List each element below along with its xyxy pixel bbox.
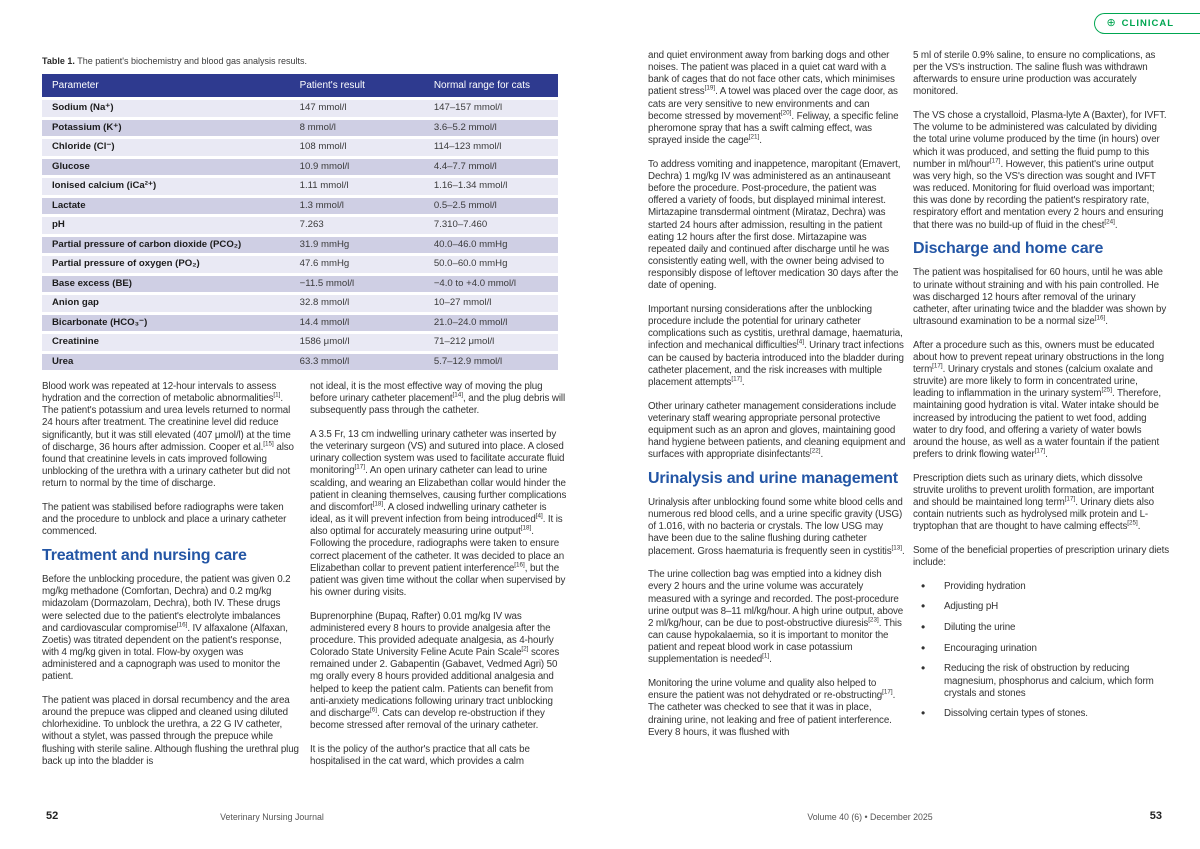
parameter-cell: Partial pressure of oxygen (PO₂) — [42, 256, 290, 273]
right-page-column-1 — [648, 50, 906, 750]
section-heading: Discharge and home care — [913, 240, 1104, 258]
normal-range-cell: 71–212 μmol/l — [424, 334, 558, 351]
left-page-column-2 — [310, 381, 568, 780]
section-heading: Urinalysis and urine management — [648, 469, 898, 487]
parameter-cell: Bicarbonate (HCO₃⁻) — [42, 315, 290, 332]
paragraph: 5 ml of sterile 0.9% saline, to ensure no complications, as per the VS's instruction. The saline flush was withdrawn afterwards to ensure urine production was accurately monitored. — [913, 50, 1156, 98]
table-row — [42, 100, 558, 117]
parameter-cell: Lactate — [42, 198, 290, 215]
patient-result-cell: −11.5 mmol/l — [290, 276, 424, 293]
clinical-badge — [1094, 13, 1200, 34]
patient-result-cell: 8 mmol/l — [290, 120, 424, 137]
paragraph: Some of the beneficial properties of prescription urinary diets include: — [913, 544, 1170, 569]
paragraph: Other urinary catheter management considerations include veterinary staff wearing appropriate personal protective equipment such as an apron and gloves, maintaining good hand hygiene between patients, and cleaning equipment and surfaces with appropriate disinfectants[22]. — [648, 400, 906, 461]
parameter-cell: Creatinine — [42, 334, 290, 351]
patient-result-cell: 32.8 mmol/l — [290, 295, 424, 312]
left-page-column-1 — [42, 381, 299, 779]
bullet-item: • Providing hydration — [913, 581, 1170, 593]
paragraph: Before the unblocking procedure, the patient was given 0.2 mg/kg methadone (Comfortan, Dechra) and 0.2 mg/kg midazolam (Dormazolam, Dechra), both IV. These drugs were selected due to the patient's electrolyte imbalances and cardiovascular compromise[16]. IV alfaxalone (Alfaxan, Zoetis) was titrated dependent on the patient's response, with 4 mg/kg given in total. Flow-by oxygen was administered and a capnograph was used to monitor the patient. — [42, 574, 291, 683]
normal-range-cell: 0.5–2.5 mmol/l — [424, 198, 558, 215]
parameter-cell: Ionised calcium (iCa²⁺) — [42, 178, 290, 195]
normal-range-cell: 7.310–7.460 — [424, 217, 558, 234]
table-caption — [42, 56, 558, 66]
page-number-right: 53 — [1149, 810, 1162, 822]
paragraph: The VS chose a crystalloid, Plasma-lyte A (Baxter), for IVFT. The volume to be administered was calculated by dividing the total urine volume produced by the time (in hours) over which it was produced, and setting the fluid pump to this number in ml/hour[17]. However, this patient's urine output was very high, so the VS's direction was sought and IVFT was reduced. Monitoring for fluid overload was important; this was done by recording the patient's respiratory rate, respiratory effort and mentation every 2 hours and ensuring that there was no build-up of fluid in the chest[24]. — [913, 110, 1167, 231]
paragraph: Urinalysis after unblocking found some white blood cells and numerous red blood cells, and a urine specific gravity (USG) of 1.016, with no bacteria or crystals. The low USG may have been due to the saline flushing during catheter placement. Gross haematuria is frequently seen in cystitis[13]. — [648, 497, 905, 557]
paragraph: Buprenorphine (Bupaq, Rafter) 0.01 mg/kg IV was administered every 8 hours to provide analgesia after the procedure. This provided adequate analgesia, as 4-hourly Colorado State University Feline Acute Pain Scale[2] scores remained under 2. Gabapentin (Gabavet, Vedmed Agri) 50 mg orally every 8 hours provided additional analgesia and helped to keep the patient calm. Patients can benefit from anti-anxiety medications following urinary tract unblocking and discharge[6]. Cats can develop re-obstruction if they become stressed after removal of the urinary catheter. — [310, 610, 560, 732]
patient-result-cell: 7.263 — [290, 217, 424, 234]
table-header-row — [42, 74, 558, 97]
normal-range-cell: 3.6–5.2 mmol/l — [424, 120, 558, 137]
journal-name: Veterinary Nursing Journal — [220, 812, 324, 822]
paragraph: To address vomiting and inappetence, maropitant (Emavert, Dechra) 1 mg/kg IV was administered as an antinauseant before the procedure. Post-procedure, the patient was offered a variety of foods, but displayed minimal interest. Mirtazapine transdermal ointment (Mirataz, Dechra) was started 24 hours after admission, resulting in the patient eating 12 hours after the first dose. Mirtazapine was repeated daily and continued after discharge until he was consistently eating well, with the owner being advised to responsibly dispose of leftover medication 30 days after the date of opening. — [648, 158, 901, 292]
parameter-cell: Sodium (Na⁺) — [42, 100, 290, 117]
patient-result-cell: 1586 μmol/l — [290, 334, 424, 351]
patient-result-cell: 31.9 mmHg — [290, 237, 424, 254]
page-number-left: 52 — [46, 810, 59, 822]
clinical-plus-circle-icon: ⊕ — [1106, 17, 1116, 29]
parameter-cell: Potassium (K⁺) — [42, 120, 290, 137]
paragraph: The urine collection bag was emptied into a kidney dish every 2 hours and the urine volume was accurately measured with a syringe and recorded. The post-procedure urine output was 8–11 ml/kg/hour. A high urine output, above 2 ml/kg/hour, can be due to post-obstructive diuresis[23]. This can cause hypokalaemia, so it is important to monitor the patient and repeat blood work in case potassium supplementation is needed[1]. — [648, 569, 904, 666]
table-row — [42, 295, 558, 312]
paragraph: A 3.5 Fr, 13 cm indwelling urinary catheter was inserted by the veterinary surgeon (VS) and sutured into place. A closed urinary collection system was used to facilitate accurate fluid monitoring[17]. An open urinary catheter can lead to urine scalding, and wearing an Elizabethan collar would hinder the patient in cleaning themselves, causing further complications and discomfort[18]. A closed indwelling urinary catheter is ideal, as it will prevent infection from being introduced[4]. It is also optimal for accurately measuring urine output[18]. Following the procedure, radiographs were taken to ensure correct placement of the catheter. It was decided to place an Elizabethan collar to prevent patient interference[16], but the patient was given time without the collar when supervised by his owner during visits. — [310, 428, 567, 598]
table-header-normal-range: Normal range for cats — [424, 74, 558, 97]
table-row — [42, 159, 558, 176]
patient-result-cell: 14.4 mmol/l — [290, 315, 424, 332]
normal-range-cell: −4.0 to +4.0 mmol/l — [424, 276, 558, 293]
table-row — [42, 217, 558, 234]
bullet-item: • Diluting the urine — [913, 622, 1170, 634]
table-row — [42, 315, 558, 332]
section-heading: Treatment and nursing care — [42, 546, 247, 564]
parameter-cell: Base excess (BE) — [42, 276, 290, 293]
patient-result-cell: 1.3 mmol/l — [290, 198, 424, 215]
bullet-item: • Dissolving certain types of stones. — [913, 708, 1170, 720]
bullet-item: • Reducing the risk of obstruction by reducing magnesium, phosphorus and calcium, which form crystals and stones — [913, 663, 1170, 699]
bullet-item: • Encouraging urination — [913, 643, 1170, 655]
paragraph: The patient was stabilised before radiographs were taken and the procedure to unblock and place a urinary catheter commenced. — [42, 501, 287, 538]
results-table — [42, 71, 558, 373]
normal-range-cell: 147–157 mmol/l — [424, 100, 558, 117]
parameter-cell: pH — [42, 217, 290, 234]
normal-range-cell: 114–123 mmol/l — [424, 139, 558, 156]
table-row — [42, 354, 558, 371]
parameter-cell: Glucose — [42, 159, 290, 176]
table-row — [42, 276, 558, 293]
patient-result-cell: 63.3 mmol/l — [290, 354, 424, 371]
clinical-badge-label: CLINICAL — [1121, 18, 1174, 29]
table-row — [42, 334, 558, 351]
patient-result-cell: 10.9 mmol/l — [290, 159, 424, 176]
paragraph: Monitoring the urine volume and quality also helped to ensure the patient was not dehydrated or re-obstructing[17]. The catheter was checked to see that it was in place, draining urine, not leaking and free of patient interference. Every 8 hours, it was flushed with — [648, 678, 896, 738]
table-row — [42, 120, 558, 137]
parameter-cell: Partial pressure of carbon dioxide (PCO₂) — [42, 237, 290, 254]
table-row — [42, 198, 558, 215]
results-table-body — [42, 100, 558, 370]
paragraph: Blood work was repeated at 12-hour intervals to assess hydration and the correction of metabolic abnormalities[1]. The patient's potassium and urea levels returned to normal 24 hours after treatment. The creatinine level did reduce significantly, but it was still elevated (407 μmol/l) at the time of discharge, 36 hours after admission. Cooper et al.[15] also found that creatinine levels in cats improved following unblocking of the urethra with a urinary catheter but did not return to normal by the time of discharge. — [42, 381, 294, 490]
table-row — [42, 237, 558, 254]
paragraph: Prescription diets such as urinary diets, which dissolve struvite uroliths to prevent urolith formation, are important and should be maintained long term[17]. Urinary diets also contain nutrients such as hydrolysed milk protein and L-tryptophan that are thought to have calming effects[25]. — [913, 472, 1154, 533]
bullet-item: • Adjusting pH — [913, 601, 1170, 613]
table-caption-number: Table 1. — [42, 56, 75, 66]
bullet-list — [913, 581, 1170, 721]
volume-date: Volume 40 (6) • December 2025 — [807, 812, 933, 822]
normal-range-cell: 10–27 mmol/l — [424, 295, 558, 312]
normal-range-cell: 5.7–12.9 mmol/l — [424, 354, 558, 371]
normal-range-cell: 21.0–24.0 mmol/l — [424, 315, 558, 332]
patient-result-cell: 1.11 mmol/l — [290, 178, 424, 195]
parameter-cell: Chloride (Cl⁻) — [42, 139, 290, 156]
table-header-patient-result: Patient's result — [290, 74, 424, 97]
patient-result-cell: 147 mmol/l — [290, 100, 424, 117]
normal-range-cell: 4.4–7.7 mmol/l — [424, 159, 558, 176]
table-caption-text: The patient's biochemistry and blood gas analysis results. — [74, 56, 308, 66]
paragraph: and quiet environment away from barking dogs and other noises. The patient was placed in a quiet cat ward with a bank of cages that do not face other cats, which minimises patient stress[19]. A towel was placed over the cage door, as cats are very sensitive to new environments and can become stressed by movement[20]. Feliway, a specific feline pheromone spray that has a swift calming effect, was sprayed inside the cage[21]. — [648, 50, 899, 147]
paragraph: It is the policy of the author's practice that all cats be hospitalised in the cat ward, which provides a calm — [310, 743, 530, 767]
table-row — [42, 178, 558, 195]
paragraph: The patient was placed in dorsal recumbency and the area around the prepuce was clipped and cleaned using diluted chlorhexidine. To unblock the urethra, a 22 G IV catheter, without a stylet, was passed through the prepuce while flushing with sterile saline. Although flushing the urethral plug back up into the bladder is — [42, 694, 299, 767]
paragraph: The patient was hospitalised for 60 hours, until he was able to urinate without straining and with his pain controlled. He was discharged 12 hours after removal of the urinary catheter, after urinating twice and the bladder was shown by ultrasound examination to be a normal size[16]. — [913, 267, 1167, 327]
normal-range-cell: 40.0–46.0 mmHg — [424, 237, 558, 254]
table-row — [42, 139, 558, 156]
parameter-cell: Anion gap — [42, 295, 290, 312]
right-page-column-2 — [913, 50, 1170, 729]
table-header-parameter: Parameter — [42, 74, 290, 97]
paragraph: Important nursing considerations after the unblocking procedure include the potential for urinary catheter complications such as cystitis, urethral damage, haematuria, infection and mechanical difficulties[4]. Urinary tract infections can be caused by bacteria introduced into the bladder during catheter placement, and the risk increases with multiple placement attempts[17]. — [648, 303, 904, 388]
paragraph: not ideal, it is the most effective way of moving the plug before urinary catheter placement[14], and the plug debris will subsequently pass through the catheter. — [310, 381, 566, 417]
normal-range-cell: 1.16–1.34 mmol/l — [424, 178, 558, 195]
patient-result-cell: 108 mmol/l — [290, 139, 424, 156]
normal-range-cell: 50.0–60.0 mmHg — [424, 256, 558, 273]
patient-result-cell: 47.6 mmHg — [290, 256, 424, 273]
paragraph: After a procedure such as this, owners must be educated about how to prevent repeat urinary obstructions in the long term[17]. Urinary crystals and stones (calcium oxalate and struvite) are more likely to form in concentrated urine, leading to inflammation in the urinary system[25]. Therefore, maintaining good hydration is vital. Water intake should be increased by introducing the patient to wet food, adding water to dry food, and offering a variety of water bowls around the house, as well as a water fountain if the patient prefers to drink flowing water[17]. — [913, 339, 1164, 461]
parameter-cell: Urea — [42, 354, 290, 371]
table-row — [42, 256, 558, 273]
